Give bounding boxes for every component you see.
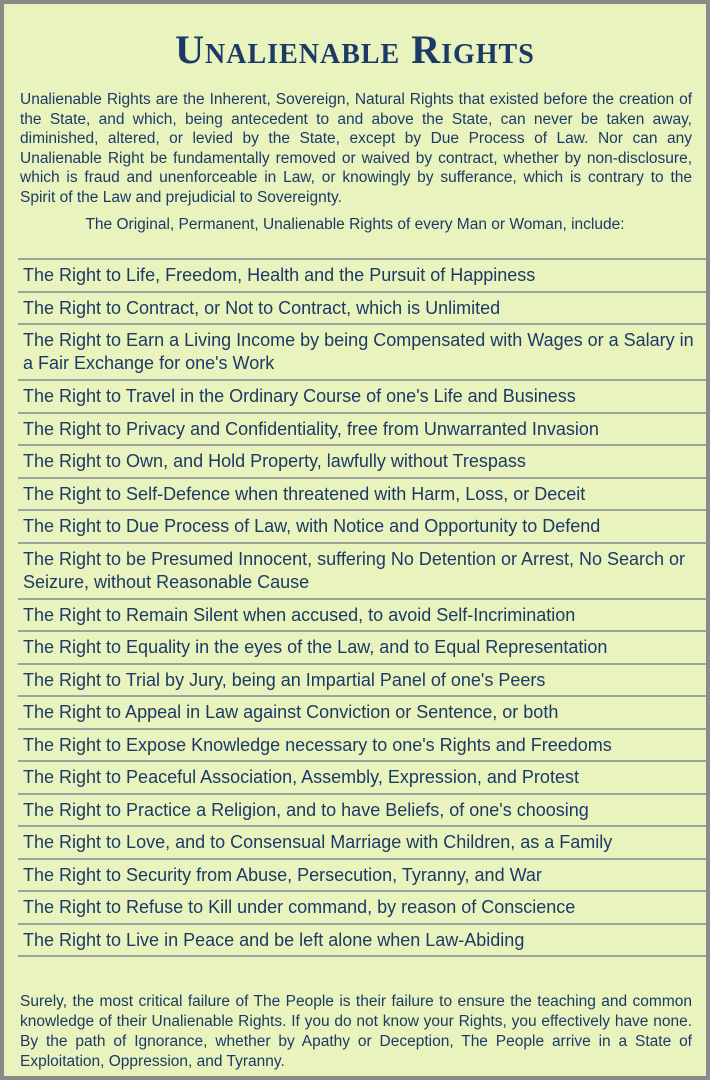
right-item: [18, 542, 706, 598]
right-text: The Right to Trial by Jury, being an Impartial Panel of one's Peers: [23, 669, 546, 690]
right-text: The Right to Refuse to Kill under command, by reason of Conscience: [23, 897, 576, 918]
right-item: [18, 412, 706, 445]
right-text: The Right to Love, and to Consensual Marriage with Children, as a Family: [23, 832, 613, 853]
right-text: The Right to Privacy and Confidentiality, free from Unwarranted Invasion: [23, 418, 599, 439]
right-item: [18, 291, 706, 324]
right-text: The Right to Life, Freedom, Health and the Pursuit of Happiness: [23, 265, 536, 286]
right-item: [18, 890, 706, 923]
rights-subheading: The Original, Permanent, Unalienable Rights of every Man or Woman, include:: [85, 216, 625, 233]
right-item: [18, 598, 706, 631]
right-text: The Right to Contract, or Not to Contract, which is Unlimited: [23, 297, 501, 318]
right-item: [18, 858, 706, 891]
right-item: [18, 760, 706, 793]
right-item: [18, 379, 706, 412]
right-item: [18, 509, 706, 542]
right-text: The Right to Own, and Hold Property, lawfully without Trespass: [23, 451, 526, 472]
right-item: [18, 695, 706, 728]
right-text: The Right to Earn a Living Income by being Compensated with Wages or a Salary in a Fair Exchange for one's Work: [23, 330, 694, 373]
right-text: The Right to Due Process of Law, with Notice and Opportunity to Defend: [23, 516, 601, 537]
right-text: The Right to Equality in the eyes of the Law, and to Equal Representation: [23, 637, 608, 658]
rights-list: [18, 258, 706, 957]
right-item: [18, 258, 706, 291]
right-text: The Right to Remain Silent when accused, to avoid Self-Incrimination: [23, 604, 576, 625]
closing-paragraph: Surely, the most critical failure of The People is their failure to ensure the teaching and common knowledge of their Unalienable Rights. If you do not know your Rights, you effectively have none. By the path of Ignorance, whether by Apathy or Deception, The People arrive in a State of Exploitation, Oppression, and Tyranny.: [20, 992, 692, 1070]
right-item: [18, 663, 706, 696]
right-text: The Right to Peaceful Association, Assembly, Expression, and Protest: [23, 767, 579, 788]
right-item: [18, 825, 706, 858]
right-text: The Right to Appeal in Law against Conviction or Sentence, or both: [23, 702, 559, 723]
right-item: [18, 444, 706, 477]
page-title: Unalienable Rights: [175, 27, 535, 72]
right-item: [18, 630, 706, 663]
right-item: [18, 923, 706, 957]
right-item: [18, 323, 706, 379]
right-text: The Right to Travel in the Ordinary Course of one's Life and Business: [23, 386, 576, 407]
right-text: The Right to Self-Defence when threatened with Harm, Loss, or Deceit: [23, 483, 586, 504]
right-text: The Right to Live in Peace and be left alone when Law-Abiding: [23, 929, 525, 950]
intro-paragraph: Unalienable Rights are the Inherent, Sovereign, Natural Rights that existed before the creation of the State, and which, being antecedent to and above the State, can never be taken away, diminished, altered, or levied by the State, except by Due Process of Law. Nor can any Unalienable Right be fundamentally removed or waived by contract, whether by non-disclosure, which is fraud and unenforceable in Law, or knowingly by sufferance, which is contrary to the Spirit of the Law and prejudicial to Sovereignty.: [20, 91, 692, 206]
right-text: The Right to Security from Abuse, Persecution, Tyranny, and War: [23, 864, 542, 885]
right-text: The Right to Practice a Religion, and to have Beliefs, of one's choosing: [23, 799, 589, 820]
right-text: The Right to Expose Knowledge necessary to one's Rights and Freedoms: [23, 734, 612, 755]
right-text: The Right to be Presumed Innocent, suffering No Detention or Arrest, No Search or Seizure, without Reasonable Cause: [23, 548, 686, 592]
right-item: [18, 728, 706, 761]
right-item: [18, 793, 706, 826]
poster: [4, 4, 706, 1076]
right-item: [18, 477, 706, 510]
